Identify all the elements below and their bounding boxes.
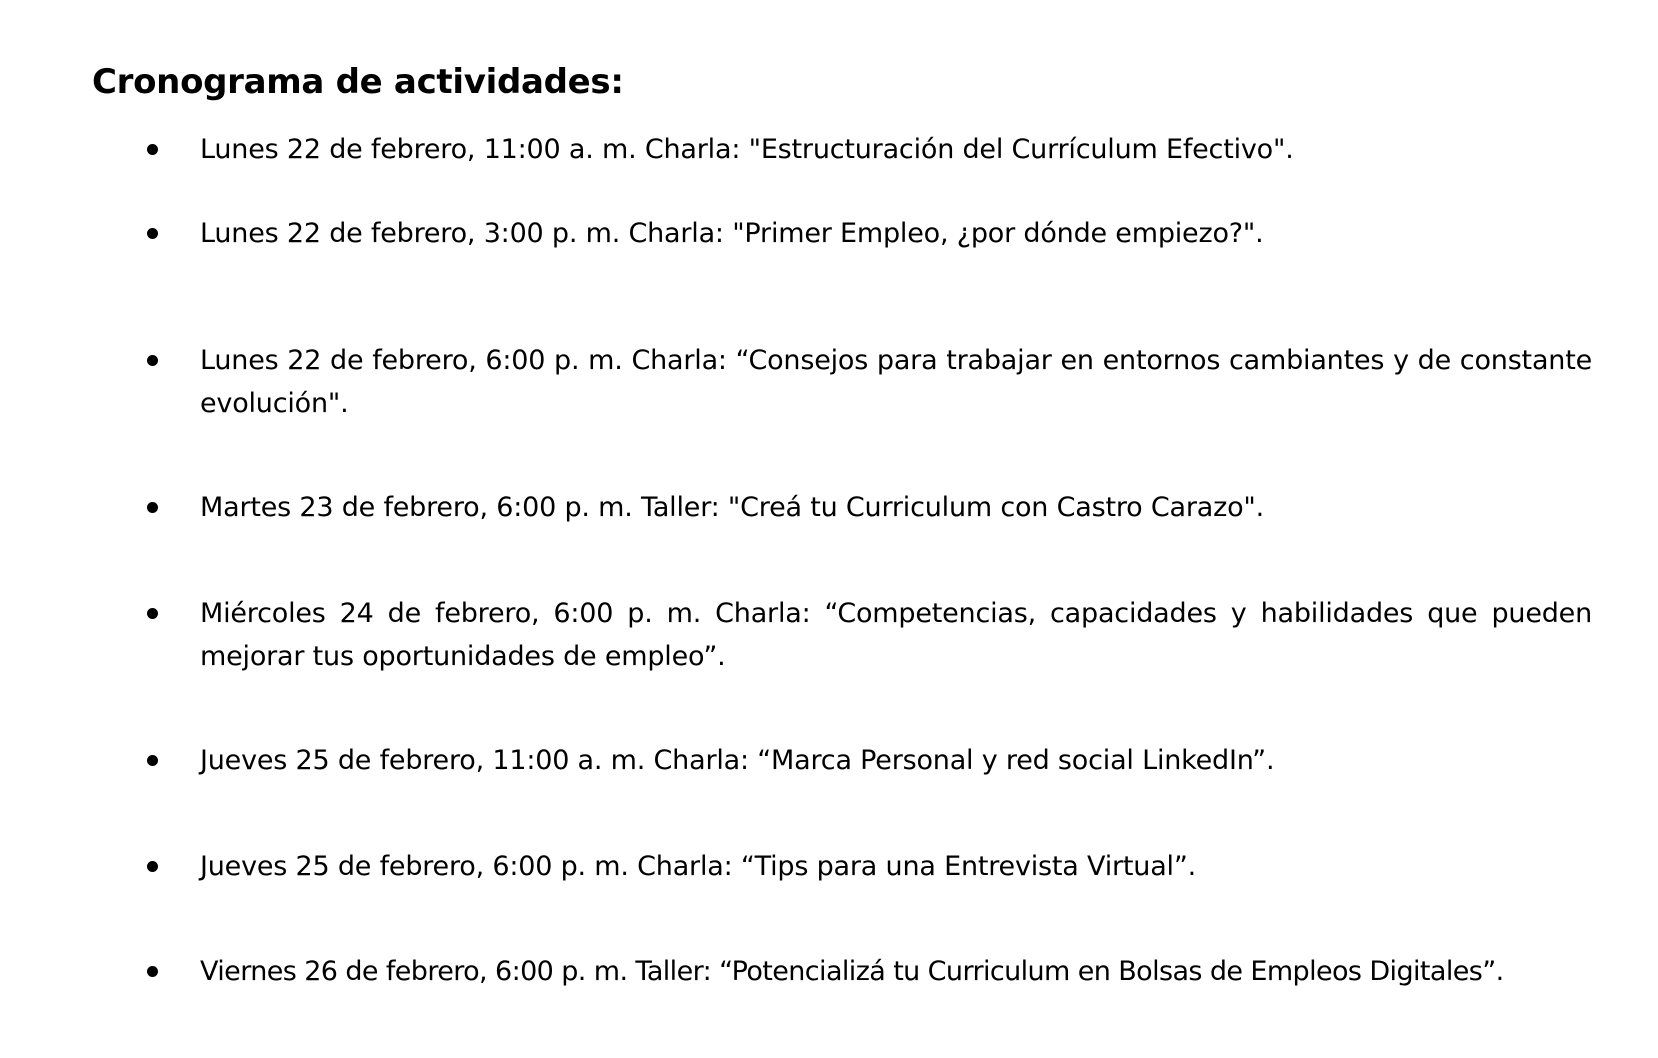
activity-text: Viernes 26 de febrero, 6:00 p. m. Taller: “Potencializá tu Curriculum en Bolsas de Empleos Digitales”. (200, 956, 1504, 987)
activity-text: Lunes 22 de febrero, 11:00 a. m. Charla: "Estructuración del Currículum Efectivo". (200, 134, 1294, 165)
activity-text: Jueves 25 de febrero, 11:00 a. m. Charla: “Marca Personal y red social LinkedIn”. (200, 745, 1275, 776)
activity-text: Martes 23 de febrero, 6:00 p. m. Taller: "Creá tu Curriculum con Castro Carazo". (200, 492, 1265, 523)
activity-text: Miércoles 24 de febrero, 6:00 p. m. Charla: “Competencias, capacidades y habilidades que pueden mejorar tus oportunidades de empleo”. (200, 598, 1592, 672)
bullet-icon (147, 355, 158, 366)
bullet-icon (147, 755, 158, 766)
activity-text: Lunes 22 de febrero, 3:00 p. m. Charla: "Primer Empleo, ¿por dónde empiezo?". (200, 218, 1264, 249)
activity-text: Lunes 22 de febrero, 6:00 p. m. Charla: “Consejos para trabajar en entornos cambiantes y de constante evolución". (200, 345, 1592, 419)
bullet-icon (147, 228, 158, 239)
bullet-icon (147, 502, 158, 513)
page-title: Cronograma de actividades: (92, 62, 624, 102)
bullet-icon (147, 966, 158, 977)
bullet-icon (147, 608, 158, 619)
bullet-icon (147, 861, 158, 872)
activity-text: Jueves 25 de febrero, 6:00 p. m. Charla: “Tips para una Entrevista Virtual”. (200, 851, 1197, 882)
bullet-icon (147, 144, 158, 155)
